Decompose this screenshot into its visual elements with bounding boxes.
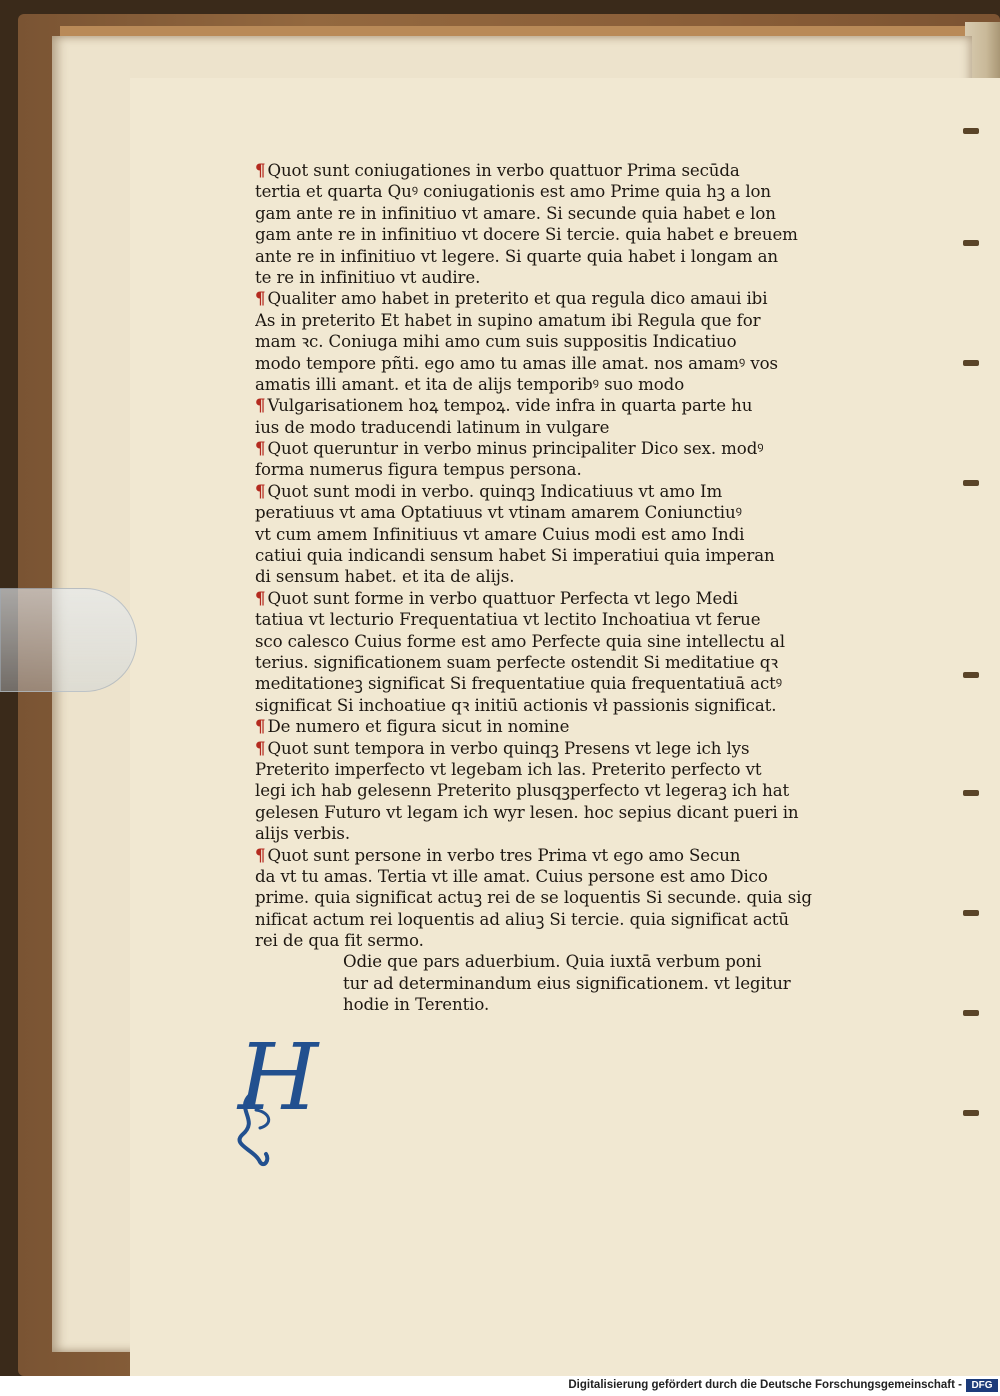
- text-line-content: Vulgarisationem hoꝝ tempoꝝ. vide infra in quarta parte hu: [267, 396, 753, 416]
- footer-credit: Digitalisierung gefördert durch die Deutsche Forschungsgemeinschaft -: [568, 1379, 962, 1391]
- printed-text-block: [255, 160, 867, 1016]
- text-line-content: Quot sunt modi in verbo. quinqꝫ Indicatiuus vt amo Im: [267, 481, 723, 501]
- rubric-mark: ¶: [255, 288, 266, 309]
- binding-stitch: [963, 1010, 979, 1016]
- text-line-content: gam ante re in infinitiuo vt docere Si tercie. quia habet e breuem: [255, 225, 798, 245]
- rubric-mark: ¶: [255, 737, 266, 758]
- text-line-content: terius. significationem suam perfecte ostendit Si meditatiue qꝛ: [255, 652, 779, 672]
- text-line: [255, 438, 867, 459]
- text-line: [255, 802, 867, 823]
- text-line-content: da vt tu amas. Tertia vt ille amat. Cuius persone est amo Dico: [255, 866, 768, 886]
- text-line: [255, 310, 867, 331]
- text-line-content: te re in infinitiuo vt audire.: [255, 267, 481, 287]
- binding-stitch: [963, 790, 979, 796]
- binding-stitch: [963, 480, 979, 486]
- text-line-content: prime. quia significat actuꝫ rei de se loquentis Si secunde. quia sig: [255, 888, 812, 908]
- text-line: [255, 866, 867, 887]
- text-line-content: rei de qua fit sermo.: [255, 931, 424, 951]
- binding-stitch: [963, 240, 979, 246]
- text-line-content: gam ante re in infinitiuo vt amare. Si secunde quia habet e lon: [255, 203, 776, 223]
- text-line: [255, 545, 867, 566]
- text-line: [255, 994, 867, 1015]
- binding-stitch: [963, 910, 979, 916]
- text-line: [255, 374, 867, 395]
- footer-bar: [0, 1376, 1000, 1396]
- binding-stitch: [963, 128, 979, 134]
- text-line: [255, 417, 867, 438]
- text-line-content: nificat actum rei loquentis ad aliuꝫ Si tercie. quia significat actū: [255, 909, 789, 929]
- text-line-content: catiui quia indicandi sensum habet Si imperatiui quia imperan: [255, 546, 775, 566]
- text-line-content: vt cum amem Infinitiuus vt amare Cuius modi est amo Indi: [255, 524, 745, 544]
- text-line-content: significat Si inchoatiue qꝛ initiū actionis vł passionis significat.: [255, 695, 777, 715]
- text-line-content: sco calesco Cuius forme est amo Perfecte quia sine intellectu al: [255, 631, 785, 651]
- page-clip: [0, 588, 137, 692]
- text-line: [255, 951, 867, 972]
- text-line: [255, 181, 867, 202]
- text-line: [255, 353, 867, 374]
- rubric-mark: ¶: [255, 480, 266, 501]
- text-line: [255, 930, 867, 951]
- text-line-content: legi ich hab gelesenn Preterito plusqꝫperfecto vt legeraꝫ ich hat: [255, 781, 790, 801]
- text-line: [255, 759, 867, 780]
- text-line-content: meditationeꝫ significat Si frequentatiue quia frequentatiuā actꝰ: [255, 674, 782, 694]
- text-line-content: Quot sunt forme in verbo quattuor Perfecta vt lego Medi: [267, 588, 738, 608]
- text-line-content: De numero et figura sicut in nomine: [267, 717, 570, 737]
- text-line-content: tur ad determinandum eius significationem. vt legitur: [343, 973, 791, 993]
- binding-stitch: [963, 1110, 979, 1116]
- text-line-content: Odie que pars aduerbium. Quia iuxtā verbum poni: [343, 952, 762, 972]
- text-line: [255, 288, 867, 309]
- text-line: [255, 524, 867, 545]
- text-line: [255, 845, 867, 866]
- text-line-content: modo tempore pñti. ego amo tu amas ille amat. nos amamꝰ vos: [255, 353, 778, 373]
- text-line-content: As in preterito Et habet in supino amatum ibi Regula que for: [255, 310, 761, 330]
- text-line-content: Quot queruntur in verbo minus principaliter Dico sex. modꝰ: [267, 439, 764, 459]
- text-line-content: Preterito imperfecto vt legebam ich las. Preterito perfecto vt: [255, 759, 762, 779]
- text-line: [255, 331, 867, 352]
- rubric-mark: ¶: [255, 587, 266, 608]
- text-line-content: Quot sunt coniugationes in verbo quattuor Prima secūda: [267, 161, 740, 180]
- rubric-mark: ¶: [255, 160, 266, 180]
- text-line: [255, 673, 867, 694]
- text-line-content: peratiuus vt ama Optatiuus vt vtinam amarem Coniunctiuꝰ: [255, 503, 742, 523]
- rubric-mark: ¶: [255, 438, 266, 459]
- binding-stitch: [963, 672, 979, 678]
- text-line: [255, 780, 867, 801]
- text-line-content: forma numerus figura tempus persona.: [255, 460, 582, 480]
- text-line-content: ius de modo traducendi latinum in vulgare: [255, 417, 610, 437]
- binding-stitch: [963, 360, 979, 366]
- text-line: [255, 203, 867, 224]
- text-line: [255, 909, 867, 930]
- rubric-mark: ¶: [255, 395, 266, 416]
- text-line-content: Qualiter amo habet in preterito et qua regula dico amaui ibi: [267, 289, 768, 309]
- text-line-content: tatiua vt lecturio Frequentatiua vt lectito Inchoatiua vt ferue: [255, 610, 761, 630]
- text-line-content: gelesen Futuro vt legam ich wyr lesen. hoc sepius dicant pueri in: [255, 802, 799, 822]
- text-line: [255, 481, 867, 502]
- text-line-content: amatis illi amant. et ita de alijs temporibꝰ suo modo: [255, 374, 685, 394]
- text-line: [255, 588, 867, 609]
- text-line: [255, 716, 867, 737]
- text-line: [255, 609, 867, 630]
- text-line: [255, 395, 867, 416]
- text-line: [255, 973, 867, 994]
- rubric-mark: ¶: [255, 844, 266, 865]
- text-line: [255, 631, 867, 652]
- text-line: [255, 738, 867, 759]
- text-line: [255, 246, 867, 267]
- initial-flourish-icon: [230, 1090, 300, 1170]
- decorated-initial: H: [238, 1024, 319, 1131]
- text-line: [255, 566, 867, 587]
- dfg-logo: DFG: [966, 1379, 998, 1392]
- text-line-content: Quot sunt persone in verbo tres Prima vt ego amo Secun: [267, 845, 741, 865]
- text-line-content: mam ꝛc. Coniuga mihi amo cum suis suppositis Indicatiuo: [255, 332, 737, 352]
- rubric-mark: ¶: [255, 716, 266, 737]
- text-line-content: di sensum habet. et ita de alijs.: [255, 567, 515, 587]
- text-line-content: tertia et quarta Quꝰ coniugationis est amo Prime quia hꝫ a lon: [255, 182, 772, 202]
- text-line: [255, 652, 867, 673]
- text-line: [255, 459, 867, 480]
- text-line: [255, 502, 867, 523]
- text-line-content: alijs verbis.: [255, 824, 350, 844]
- text-line: [255, 695, 867, 716]
- text-line: [255, 267, 867, 288]
- text-line-content: hodie in Terentio.: [343, 995, 490, 1015]
- text-line: [255, 160, 867, 181]
- text-line: [255, 887, 867, 908]
- text-line: [255, 823, 867, 844]
- text-line-content: Quot sunt tempora in verbo quinqꝫ Presens vt lege ich lys: [267, 738, 750, 758]
- text-line-content: ante re in infinitiuo vt legere. Si quarte quia habet i longam an: [255, 246, 778, 266]
- text-line: [255, 224, 867, 245]
